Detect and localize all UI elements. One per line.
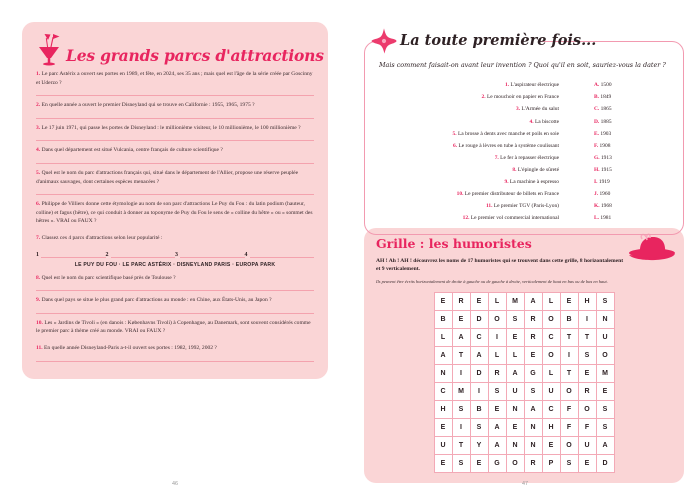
grille-subtitle: AH ! Ah ! AH ! découvrez les noms de 17 humoristes qui se trouvent dans cette grille, 8 horizontalement et 9 verticalement. [376,257,624,273]
grid-cell[interactable]: A [488,418,506,436]
answer-rule[interactable] [36,140,314,141]
question-item [36,169,314,190]
item-label: Le fer à repasser électrique [500,154,559,161]
word-search-wrap [376,292,672,473]
table-row [379,79,669,91]
grid-cell[interactable]: C [470,328,488,346]
date-year: 1908 [599,142,611,149]
invention-cell[interactable] [379,164,593,176]
grid-cell[interactable]: U [542,382,560,400]
answer-rule[interactable] [36,95,314,96]
table-row [379,91,669,103]
answer-rule[interactable] [36,290,314,291]
ranking-slot[interactable] [175,250,245,258]
date-letter: G. [594,154,600,161]
grid-cell[interactable]: E [452,310,470,328]
grid-cell[interactable]: S [524,382,542,400]
invention-cell[interactable] [379,140,593,152]
invention-cell[interactable] [379,116,593,128]
item-number: 5. [452,130,457,137]
question-text: En quelle année a ouvert le premier Disneyland qui se trouve en Californie : 1955, 1965, 1975 ? [41,102,255,109]
answer-rule[interactable] [36,313,314,314]
grid-cell[interactable]: E [542,436,560,454]
grid-cell[interactable]: A [506,364,524,382]
grid-row [434,400,614,418]
grid-cell[interactable]: F [560,400,578,418]
grid-cell[interactable]: S [452,454,470,472]
question-item [36,101,314,114]
parcs-card [22,22,328,379]
table-row [379,116,669,128]
grid-cell[interactable]: R [488,364,506,382]
grid-cell[interactable]: S [488,382,506,400]
item-label: L'aspirateur électrique [510,82,559,89]
grid-cell[interactable]: E [560,292,578,310]
grid-cell[interactable]: R [452,292,470,310]
grid-cell[interactable]: O [560,382,578,400]
grid-cell[interactable]: P [542,454,560,472]
ranking-slot-number: 2 [105,251,109,258]
page-number-right: 47 [522,481,528,487]
grid-cell[interactable]: C [542,328,560,346]
question-text: Le parc Astérix a ouvert ses portes en 1989, et fête, en 2024, ses 35 ans ; mais quel est l'âge de la série créée par Goscinny et Uderzo ? [36,71,313,86]
grid-cell[interactable]: N [506,436,524,454]
grid-cell[interactable]: N [506,400,524,418]
ranking-slot-line[interactable] [41,250,106,258]
cocktail-icon [36,32,62,66]
question-number: 5. [36,169,41,176]
grille-title: Grille : les humoristes [376,236,532,251]
star-icon [370,27,398,55]
grid-cell[interactable]: S [560,454,578,472]
grid-cell[interactable]: C [542,400,560,418]
grid-cell[interactable]: I [560,346,578,364]
grid-cell[interactable]: D [470,310,488,328]
grid-row [434,454,614,472]
invention-cell[interactable] [379,188,593,200]
date-cell[interactable] [593,116,669,128]
grid-cell[interactable]: R [524,328,542,346]
item-number: 7. [494,154,499,161]
grid-cell[interactable]: I [488,328,506,346]
questions-list [36,70,314,362]
date-cell[interactable] [593,152,669,164]
grid-cell[interactable]: C [434,382,452,400]
ranking-answer-options: LE PUY DU FOU · LE PARC ASTÉRIX · DISNEYLAND PARIS · EUROPA PARK [74,261,276,268]
grid-row [434,346,614,364]
question-text: Le 17 juin 1971, qui passe les portes de Disneyland : le millionième visiteur, le 10 millionième, le 100 millionième ? [41,124,301,131]
grid-cell[interactable]: L [542,364,560,382]
ranking-slot-line[interactable] [250,250,315,258]
item-label: L'Armée du salut [521,106,559,113]
invention-cell[interactable] [379,79,593,91]
date-year: 1919 [598,178,610,185]
item-number: 6. [453,142,458,149]
question-text: Philippe de Villiers donne cette étymologie au nom de son parc d'attractions Le Puy du Fou : du latin podium (hauteur, colline) et fagus (hêtre), ce qui conduit à donner au toponyme de Puy du Fou le sens de « colline du hêtre » ou « sommet des hêtres ». VRAI ou FAUX ? [36,201,313,225]
grid-cell[interactable]: A [434,346,452,364]
date-letter: B. [594,94,599,101]
date-year: 1915 [600,166,612,173]
grid-cell[interactable]: O [542,310,560,328]
grid-cell[interactable]: E [506,418,524,436]
invention-cell[interactable] [379,152,593,164]
page-title: Les grands parcs d'attractions [66,45,324,65]
grid-cell[interactable]: H [578,292,596,310]
item-label: Le rouge à lèvres en tube à système coulissant [458,142,559,149]
grid-cell[interactable]: E [434,454,452,472]
ranking-slot-number: 1 [36,251,39,258]
item-number: 8. [512,166,517,173]
grid-cell[interactable]: E [434,418,452,436]
item-label: L'épingle de sûreté [517,166,559,173]
grid-cell[interactable]: R [578,382,596,400]
page-number-left: 46 [172,481,178,487]
grid-cell[interactable]: B [470,400,488,418]
question-text: Quel est le nom du parc d'attractions français qui, situé dans le département de l'Allier, propose une réserve peuplée d'animaux sauvages, dont certaines espèces menacées ? [36,169,299,185]
grid-cell[interactable]: E [488,400,506,418]
date-letter: I. [594,178,598,185]
grid-cell[interactable]: E [470,292,488,310]
grid-cell[interactable]: O [560,436,578,454]
grid-row [434,418,614,436]
grid-cell[interactable]: O [596,346,614,364]
grid-cell[interactable]: E [524,346,542,364]
question-item [36,274,314,287]
grid-cell[interactable]: M [506,292,524,310]
invention-cell[interactable] [379,212,593,224]
grid-cell[interactable]: B [434,310,452,328]
grid-row [434,328,614,346]
date-cell[interactable] [593,212,669,224]
invention-cell[interactable] [379,91,593,103]
grid-cell[interactable]: Y [470,436,488,454]
grid-cell[interactable]: S [596,418,614,436]
ranking-slot-number: 3 [175,251,178,258]
question-number: 10. [36,319,43,326]
right-page [350,0,700,503]
date-year: 1960 [599,190,611,197]
question-item [36,340,314,357]
question-text: Dans quel département est situé Vulcania, centre français de culture scientifique ? [41,147,223,154]
date-year: 1849 [600,94,612,101]
grid-row [434,310,614,328]
grid-cell[interactable]: T [452,436,470,454]
date-year: 1500 [600,82,612,89]
date-year: 1968 [600,203,612,210]
invention-cell[interactable] [379,103,593,115]
grid-cell[interactable]: B [560,310,578,328]
question-number: 3. [36,124,41,131]
item-label: Le premier TGV (Paris-Lyon) [493,203,559,210]
invention-cell[interactable] [379,200,593,212]
grid-cell[interactable]: U [506,382,524,400]
ranking-slots[interactable] [36,250,314,258]
grid-cell[interactable]: E [506,328,524,346]
question-number: 11. [36,344,43,351]
item-number: 10. [456,190,464,197]
first-time-header [370,26,684,56]
ranking-slot[interactable] [106,250,176,258]
question-item [36,124,314,137]
question-item [36,146,314,159]
date-letter: E. [594,130,599,137]
date-letter: C. [594,106,600,113]
grid-cell[interactable]: E [434,292,452,310]
parcs-header [36,32,324,66]
date-letter: F. [594,142,599,149]
grid-cell[interactable]: S [578,346,596,364]
grid-cell[interactable]: T [452,346,470,364]
grid-cell[interactable]: I [452,364,470,382]
question-number: 1. [36,71,41,77]
item-label: La machine à espresso [509,178,559,185]
grid-cell[interactable]: H [434,400,452,418]
table-row [379,188,669,200]
grid-cell[interactable]: O [542,346,560,364]
grid-cell[interactable]: S [452,400,470,418]
grid-cell[interactable]: O [506,454,524,472]
item-label: La brosse à dents avec manche et poils en soie [457,130,559,137]
invention-cell[interactable] [379,176,593,188]
grid-cell[interactable]: O [578,400,596,418]
grid-cell[interactable]: I [470,382,488,400]
question-number: 9. [36,297,41,304]
grid-cell[interactable]: O [488,310,506,328]
date-cell[interactable] [593,79,669,91]
grid-cell[interactable]: N [434,364,452,382]
question-number: 7. [36,234,41,241]
date-letter: L. [594,215,599,222]
ranking-slot[interactable] [36,250,106,258]
date-year: 1885 [600,118,612,125]
table-row [379,128,669,140]
item-number: 3. [516,106,521,113]
grid-cell[interactable]: I [452,418,470,436]
grid-cell[interactable]: R [524,454,542,472]
grid-cell[interactable]: R [524,310,542,328]
question-item [36,230,314,247]
date-cell[interactable] [593,200,669,212]
table-row [379,164,669,176]
item-label: Le mouchoir en papier en France [486,94,559,101]
item-label: Le premier distributeur de billets en France [464,190,559,197]
item-number: 2. [481,94,486,101]
question-item [36,296,314,309]
table-row [379,140,669,152]
date-year: 1903 [600,130,612,137]
grid-cell[interactable]: A [524,400,542,418]
question-item [36,70,314,91]
grid-cell[interactable]: U [578,436,596,454]
hat-icon [628,232,676,264]
table-row [379,212,669,224]
question-text: Les « Jardins de Tivoli » (en danois : Københavns Tivoli) à Copenhague, au Danemark, sont souvent considérés comme le premier parc à thème créé au monde. VRAI ou FAUX ? [36,319,311,335]
grid-cell[interactable]: S [596,400,614,418]
date-letter: A. [594,82,600,89]
grille-note: Ils peuvent être écrits horizontalement de droite à gauche ou de gauche à droite, verticalement de haut en bas ou de bas en haut. [376,279,608,285]
grid-cell[interactable]: E [596,382,614,400]
grid-cell[interactable]: L [434,328,452,346]
date-letter: H. [594,166,600,173]
grid-cell[interactable]: H [542,418,560,436]
grid-cell[interactable]: U [596,328,614,346]
table-row [379,103,669,115]
question-text: Classez ces 4 parcs d'attractions selon leur popularité : [41,234,163,241]
grid-cell[interactable]: N [524,436,542,454]
first-time-intro: Mais comment faisait-on avant leur invention ? Quoi qu'il en soit, sauriez-vous la dater ? [379,61,666,69]
grid-cell[interactable]: D [470,364,488,382]
question-number: 2. [36,102,41,109]
grid-row [434,364,614,382]
date-cell[interactable] [593,188,669,200]
answer-rule[interactable] [36,361,314,362]
grid-cell[interactable]: I [578,310,596,328]
grid-cell[interactable]: T [578,328,596,346]
grid-cell[interactable]: A [596,436,614,454]
question-number: 8. [36,274,41,281]
question-item [36,319,314,340]
grid-row [434,436,614,454]
grid-cell[interactable]: L [542,292,560,310]
grid-cell[interactable]: D [596,454,614,472]
ranking-slot-line[interactable] [180,250,245,258]
table-row [379,176,669,188]
grid-cell[interactable]: L [488,292,506,310]
question-text: En quelle année Disneyland-Paris a-t-il ouvert ses portes : 1982, 1992, 2002 ? [44,344,217,351]
grid-cell[interactable]: N [524,418,542,436]
grid-cell[interactable]: U [434,436,452,454]
date-year: 1865 [600,106,612,113]
grid-row [434,382,614,400]
grid-cell[interactable]: A [488,436,506,454]
date-letter: D. [594,118,600,125]
date-cell[interactable] [593,164,669,176]
question-number: 6. [36,201,41,208]
answer-rule[interactable] [36,118,314,119]
question-item [36,200,314,230]
grid-cell[interactable]: S [596,292,614,310]
question-number: 4. [36,147,41,154]
grid-cell[interactable]: S [470,418,488,436]
date-letter: K. [594,203,600,210]
item-number: 11. [485,203,493,210]
item-number: 9. [504,178,509,185]
ranking-slot-line[interactable] [111,250,176,258]
answer-rule[interactable] [36,194,314,195]
word-search-grid[interactable] [434,292,615,473]
date-year: 1981 [600,215,612,222]
invention-cell[interactable] [379,128,593,140]
item-number: 1. [505,82,510,89]
item-number: 4. [529,118,534,125]
answer-rule[interactable] [36,163,314,164]
grid-cell[interactable]: A [470,346,488,364]
grid-cell[interactable]: A [524,292,542,310]
question-text: Quel est le nom du parc scientifique basé près de Toulouse ? [41,274,176,281]
item-label: Le premier vol commercial international [470,215,559,222]
grid-cell[interactable]: F [560,418,578,436]
grid-cell[interactable]: E [578,364,596,382]
grid-cell[interactable]: L [488,346,506,364]
first-time-section [364,26,684,235]
grid-cell[interactable]: N [596,310,614,328]
date-year: 1913 [600,154,612,161]
date-cell[interactable] [593,91,669,103]
grille-card [364,228,684,483]
grid-cell[interactable]: T [560,328,578,346]
ranking-slot[interactable] [245,250,315,258]
date-cell[interactable] [593,140,669,152]
grid-row [434,292,614,310]
table-row [379,200,669,212]
matching-table [379,79,669,224]
grid-cell[interactable]: E [578,454,596,472]
grid-cell[interactable]: L [506,346,524,364]
date-cell[interactable] [593,103,669,115]
grid-cell[interactable]: F [578,418,596,436]
date-letter: J. [594,190,599,197]
grid-cell[interactable]: E [470,454,488,472]
item-number: 12. [462,215,470,222]
date-cell[interactable] [593,176,669,188]
grid-cell[interactable]: S [506,310,524,328]
grid-cell[interactable]: G [488,454,506,472]
first-time-box [364,41,684,235]
item-label: La biscotte [534,118,559,125]
grid-cell[interactable]: T [560,364,578,382]
grid-cell[interactable]: A [452,328,470,346]
first-time-title: La toute première fois... [400,31,597,49]
table-row [379,152,669,164]
grid-cell[interactable]: G [524,364,542,382]
question-text: Dans quel pays se situe le plus grand parc d'attractions au monde : en Chine, aux États-Unis, au Japon ? [41,297,272,304]
date-cell[interactable] [593,128,669,140]
ranking-slot-number: 4 [244,251,248,258]
grid-cell[interactable]: M [452,382,470,400]
grid-cell[interactable]: M [596,364,614,382]
